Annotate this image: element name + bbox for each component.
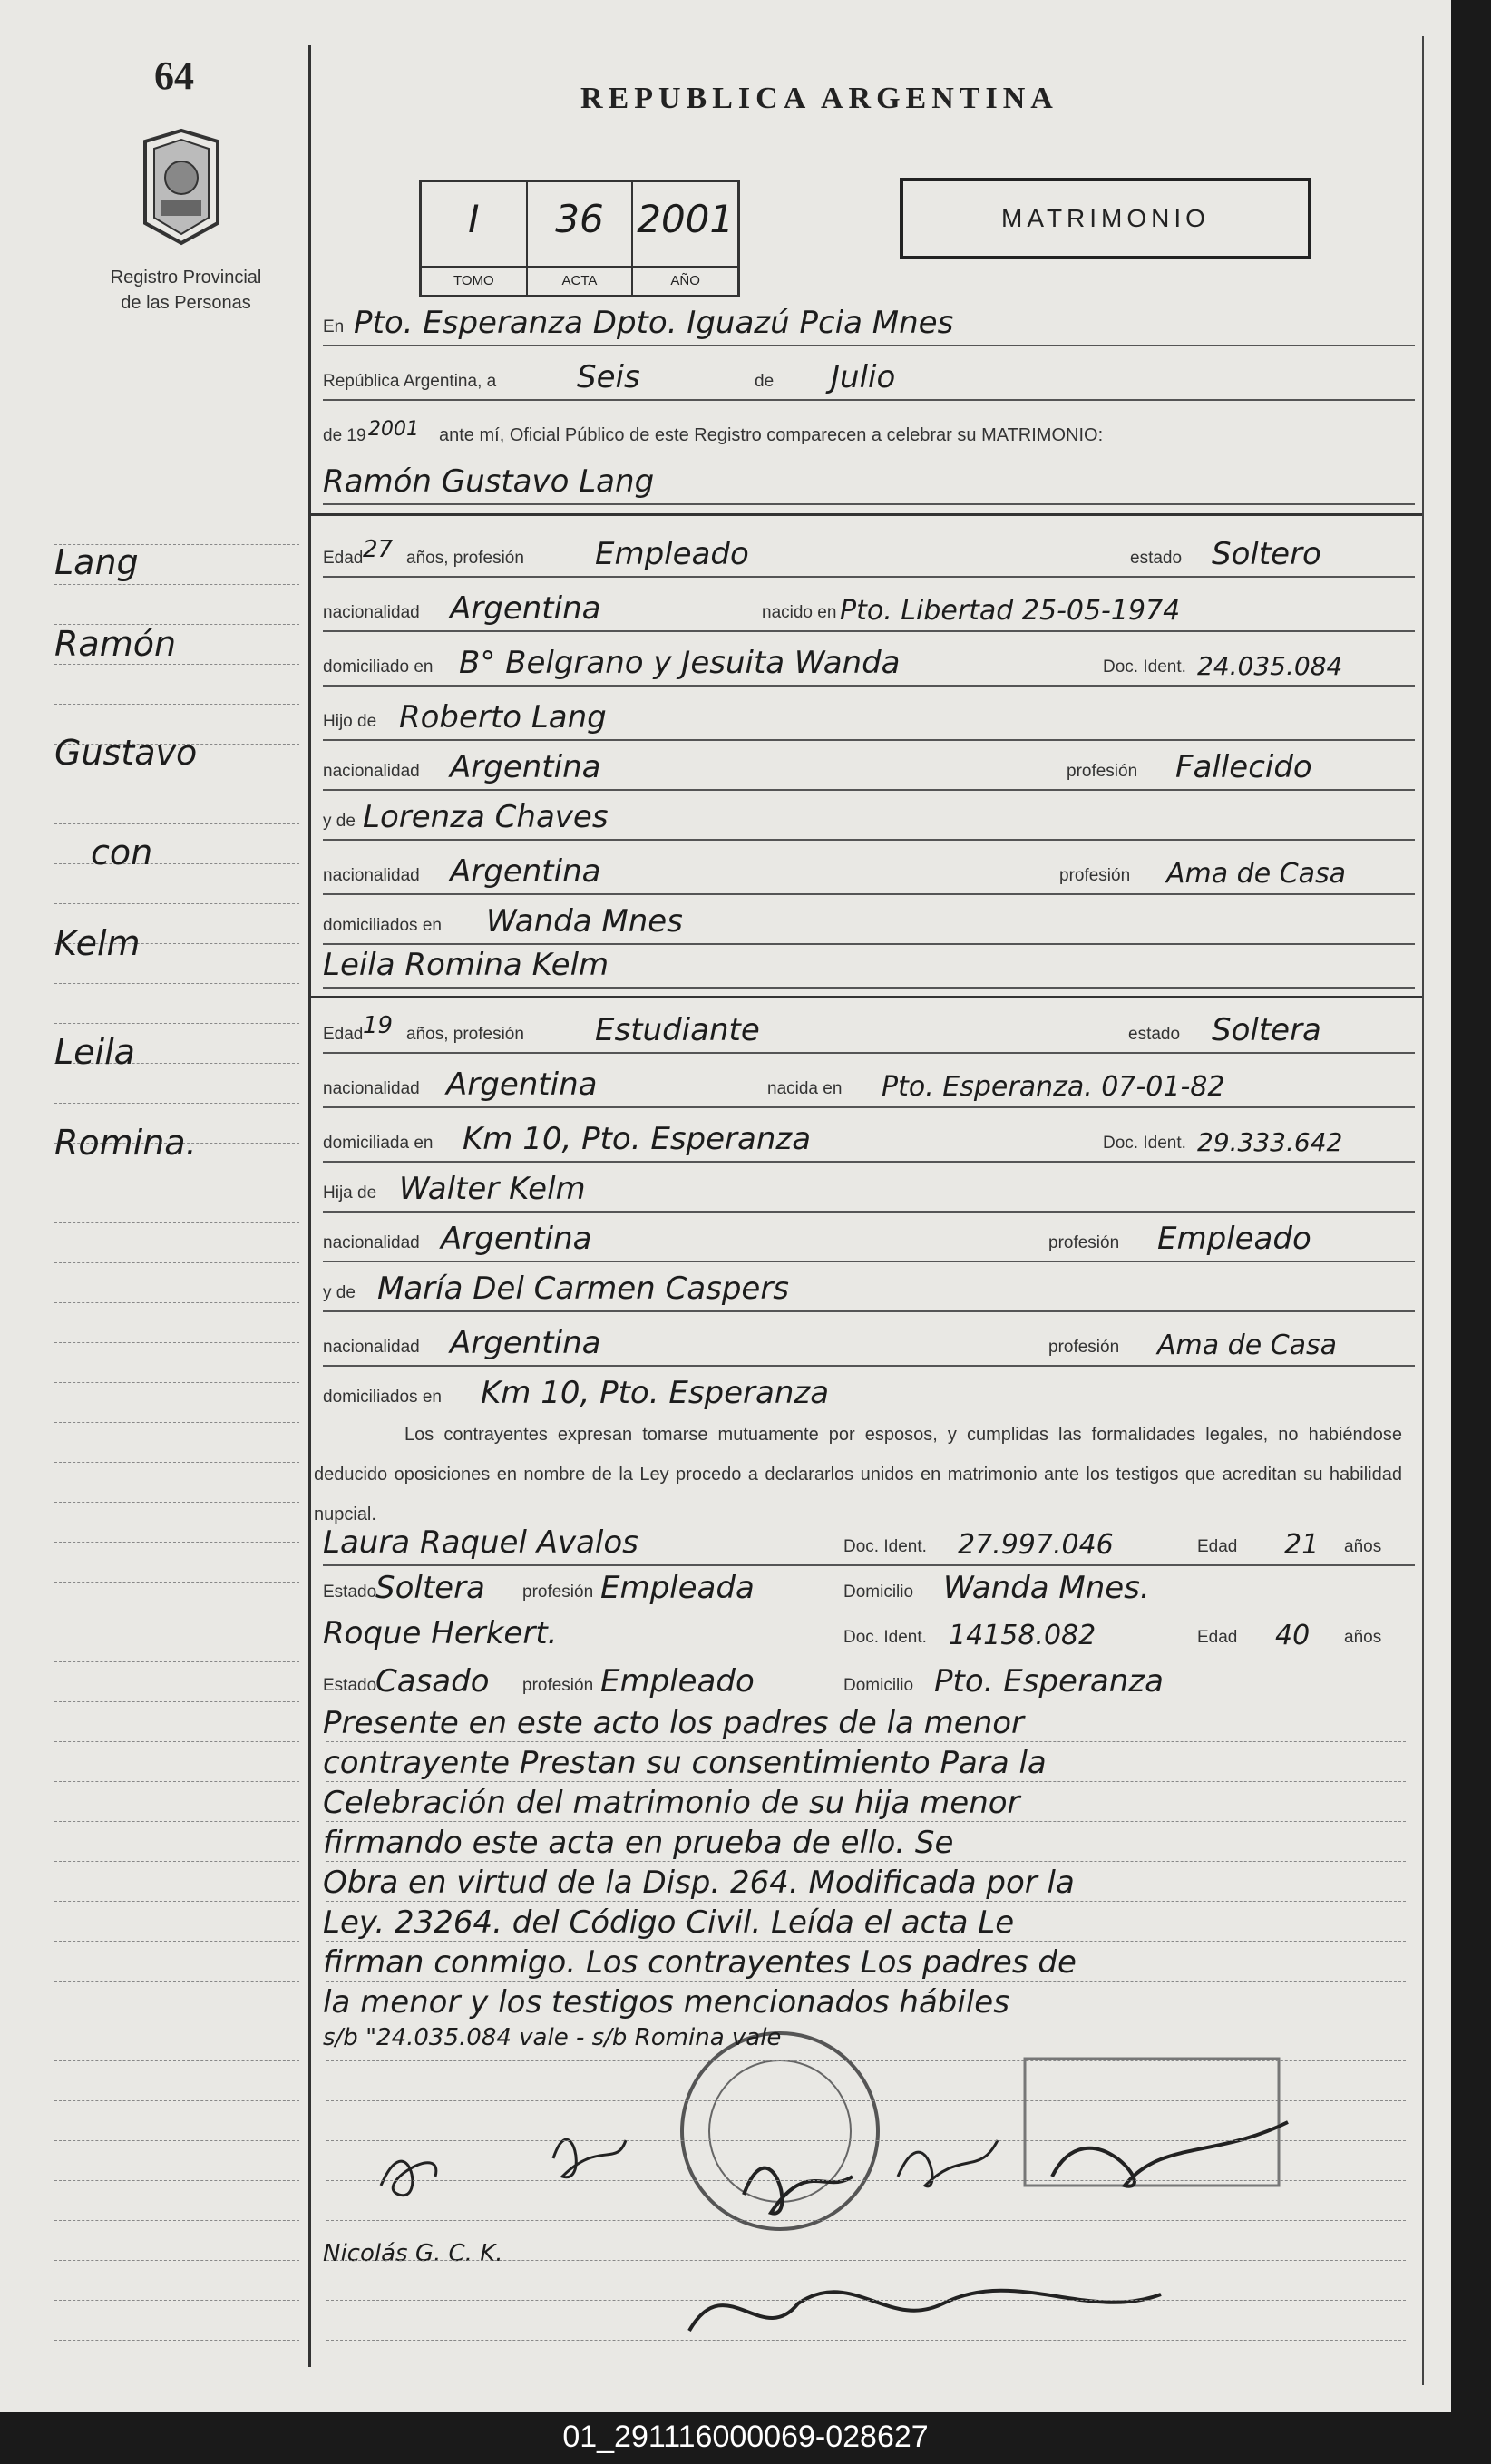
registry-label <box>82 265 290 316</box>
margin-name: con <box>91 833 153 872</box>
ano-label: AÑO <box>633 266 737 295</box>
row-novia-padre-nac <box>323 1221 1415 1262</box>
novia-padre-prof: Empleado <box>1157 1221 1311 1257</box>
margin-ruled-line <box>54 2180 299 2182</box>
doc-label: Doc. Ident. <box>843 1537 927 1556</box>
margin-ruled-line <box>54 2220 299 2222</box>
signatures <box>345 2086 1415 2367</box>
domicilio-label: Domicilio <box>843 1583 914 1602</box>
doc-label: Doc. Ident. <box>843 1628 927 1647</box>
row-novio-nacimiento <box>323 590 1415 632</box>
nacionalidad-label: nacionalidad <box>323 866 420 885</box>
margin-name: Kelm <box>54 923 141 963</box>
row-novia-dom-padres <box>323 1375 1415 1415</box>
record-type-box: MATRIMONIO <box>900 178 1311 259</box>
margin-ruled-line <box>54 2060 299 2062</box>
profesion-label: profesión <box>1048 1233 1120 1252</box>
margin-ruled-line <box>54 1262 299 1264</box>
margin-ruled-line <box>54 1781 299 1783</box>
mes-value: Julio <box>831 359 896 395</box>
novio-madre: Lorenza Chaves <box>363 799 609 835</box>
nacionalidad-label: nacionalidad <box>323 1233 420 1252</box>
margin-ruled-line <box>54 1622 299 1623</box>
note-rule <box>326 1901 1406 1903</box>
hijo-label: Hijo de <box>323 712 377 731</box>
year-prefix: de 19 <box>323 426 366 445</box>
acta-box <box>419 180 740 297</box>
row-novia-madre <box>323 1271 1415 1312</box>
tomo-value: I <box>468 197 480 241</box>
right-rule <box>1422 36 1424 2385</box>
separator-2 <box>310 996 1422 998</box>
edad-label: Edad <box>323 1025 364 1044</box>
note-rule <box>326 1741 1406 1743</box>
note-rule <box>326 2180 1406 2182</box>
testigo2-nombre: Roque Herkert. <box>323 1615 558 1651</box>
margin-ruled-line <box>54 1542 299 1544</box>
hija-label: Hija de <box>323 1183 377 1203</box>
margin-name: Ramón <box>54 624 177 664</box>
margin-ruled-line <box>54 2300 299 2302</box>
domicilio-label: Domicilio <box>843 1676 914 1695</box>
note-rule <box>326 1941 1406 1943</box>
y-de-label: y de <box>323 1283 356 1302</box>
edad-label: Edad <box>323 549 364 568</box>
note-line: Celebración del matrimonio de su hija menor <box>323 1785 1020 1821</box>
novia-domicilio: Km 10, Pto. Esperanza <box>463 1121 812 1157</box>
margin-ruled-line <box>54 704 299 706</box>
testigo2-doc: 14158.082 <box>949 1620 1096 1651</box>
testigo1-nombre: Laura Raquel Avalos <box>323 1524 638 1561</box>
ano-cell <box>633 182 737 295</box>
domiciliada-label: domiciliada en <box>323 1134 434 1153</box>
misiones-seal-icon <box>127 123 236 250</box>
testigo1-doc: 27.997.046 <box>958 1529 1114 1561</box>
note-line: Obra en virtud de la Disp. 264. Modificada por la <box>323 1865 1075 1901</box>
novio-doc: 24.035.084 <box>1197 651 1343 681</box>
margin-ruled-line <box>54 2140 299 2142</box>
note-rule <box>326 2140 1406 2142</box>
margin-name: Gustavo <box>54 733 198 773</box>
row-novio-padre <box>323 699 1415 741</box>
de-label: de <box>755 372 775 391</box>
margin-name: Leila <box>54 1032 135 1072</box>
header-text: ante mí, Oficial Público de este Registro comparecen a celebrar su MATRIMONIO: <box>439 425 1104 445</box>
testigo1-estado: Soltera <box>375 1570 485 1606</box>
folio-number: 64 <box>154 54 194 98</box>
republica-label: República Argentina, a <box>323 372 497 391</box>
domiciliados-label: domiciliados en <box>323 916 442 935</box>
testigo2-edad: 40 <box>1275 1620 1311 1651</box>
nacido-label: nacido en <box>762 603 837 622</box>
margin-ruled-line <box>54 1701 299 1703</box>
novio-padre: Roberto Lang <box>399 699 607 735</box>
novia-profesion: Estudiante <box>595 1012 760 1048</box>
note-rule <box>326 1861 1406 1863</box>
anos-profesion-label: años, profesión <box>406 1025 524 1044</box>
profesion-label: profesión <box>522 1583 594 1602</box>
profesion-label: profesión <box>1059 866 1131 885</box>
acta-cell <box>528 182 634 295</box>
novia-madre: María Del Carmen Caspers <box>377 1271 790 1307</box>
footer-id: 01_291116000069-028627 <box>562 2420 929 2454</box>
estado-label: estado <box>1130 549 1183 568</box>
anos-label: años <box>1344 1537 1382 1556</box>
row-novio-madre-nac <box>323 853 1415 895</box>
profesion-label: profesión <box>1048 1338 1120 1357</box>
profesion-label: profesión <box>1067 762 1138 781</box>
novio-profesion: Empleado <box>595 536 749 572</box>
contrayente1-name: Ramón Gustavo Lang <box>323 463 655 500</box>
margin-ruled-line <box>54 1582 299 1583</box>
novia-domicilio-padres: Km 10, Pto. Esperanza <box>481 1375 830 1411</box>
row-novia-domicilio <box>323 1121 1415 1163</box>
testigo1-domicilio: Wanda Mnes. <box>943 1570 1150 1606</box>
separator-1 <box>310 513 1422 516</box>
margin-ruled-line <box>54 1222 299 1224</box>
acta-label: ACTA <box>528 266 632 295</box>
estado-label: estado <box>1128 1025 1181 1044</box>
note-rule <box>326 1821 1406 1823</box>
novio-domicilio: B° Belgrano y Jesuita Wanda <box>459 645 901 681</box>
margin-rule <box>308 45 311 2367</box>
testigo2-estado: Casado <box>375 1663 490 1699</box>
tomo-cell <box>422 182 528 295</box>
domiciliados-label: domiciliados en <box>323 1388 442 1407</box>
doc-label: Doc. Ident. <box>1103 1134 1186 1153</box>
margin-ruled-line <box>54 1422 299 1424</box>
testigo2-profesion: Empleado <box>600 1663 755 1699</box>
nacionalidad-label: nacionalidad <box>323 1079 420 1098</box>
doc-label: Doc. Ident. <box>1103 657 1186 677</box>
testigo1-edad: 21 <box>1284 1529 1320 1561</box>
margin-ruled-line <box>54 2100 299 2102</box>
nacionalidad-label: nacionalidad <box>323 1338 420 1357</box>
novio-nacionalidad: Argentina <box>450 590 601 627</box>
page-title: REPUBLICA ARGENTINA <box>580 82 1058 115</box>
nacida-label: nacida en <box>767 1079 843 1098</box>
margin-ruled-line <box>54 1302 299 1304</box>
novio-madre-prof: Ama de Casa <box>1166 858 1347 890</box>
row-novia-padre <box>323 1171 1415 1213</box>
profesion-label: profesión <box>522 1676 594 1695</box>
margin-ruled-line <box>54 2260 299 2262</box>
novia-padre: Walter Kelm <box>399 1171 586 1207</box>
margin-ruled-line <box>54 1183 299 1184</box>
estado-cap-label: Estado <box>323 1676 377 1695</box>
row-novio-domicilio <box>323 645 1415 687</box>
row-contrayente2 <box>323 947 1415 989</box>
left-margin-column <box>0 0 308 2412</box>
novia-nacida: Pto. Esperanza. 07-01-82 <box>882 1071 1225 1103</box>
signature-5 <box>1052 2122 1288 2186</box>
signature-6 <box>689 2291 1161 2331</box>
margin-name: Lang <box>54 542 139 582</box>
novia-estado: Soltera <box>1212 1012 1321 1048</box>
row-testigo2-datos <box>323 1663 1415 1703</box>
margin-name: Romina. <box>54 1123 197 1163</box>
margin-ruled-line <box>54 1502 299 1504</box>
margin-ruled-line <box>54 584 299 586</box>
margin-ruled-line <box>54 823 299 825</box>
estado-cap-label: Estado <box>323 1583 377 1602</box>
nacionalidad-label: nacionalidad <box>323 762 420 781</box>
note-rule <box>326 2260 1406 2262</box>
edad-label: Edad <box>1197 1628 1238 1647</box>
acta-value: 36 <box>555 197 604 241</box>
note-rule <box>326 2340 1406 2342</box>
row-testigo2-nombre <box>323 1615 1415 1655</box>
novia-madre-prof: Ama de Casa <box>1157 1329 1338 1361</box>
novia-edad: 19 <box>363 1012 394 1039</box>
domiciliado-label: domiciliado en <box>323 657 434 677</box>
note-line: Ley. 23264. del Código Civil. Leída el acta Le <box>323 1904 1015 1941</box>
row-novia-nacimiento <box>323 1066 1415 1108</box>
signature-1 <box>381 2161 436 2196</box>
note-line: firmando este acta en prueba de ello. Se <box>323 1825 954 1861</box>
novia-madre-nac: Argentina <box>450 1325 601 1361</box>
row-novio-edad <box>323 536 1415 578</box>
row-testigo1-nombre <box>323 1524 1415 1566</box>
dia-value: Seis <box>577 359 640 395</box>
row-novia-edad <box>323 1012 1415 1054</box>
novio-domicilio-padres: Wanda Mnes <box>486 903 683 940</box>
novia-padre-nac: Argentina <box>441 1221 592 1257</box>
novio-padre-nac: Argentina <box>450 749 601 785</box>
margin-ruled-line <box>54 1861 299 1863</box>
ano-value: 2001 <box>637 197 735 241</box>
novio-edad: 27 <box>363 536 394 563</box>
note-line: Presente en este acto los padres de la menor <box>323 1705 1025 1741</box>
anos-profesion-label: años, profesión <box>406 549 524 568</box>
y-de-label: y de <box>323 812 356 831</box>
signature-2 <box>553 2139 626 2177</box>
edad-label: Edad <box>1197 1537 1238 1556</box>
anio-value: 2001 <box>368 418 419 441</box>
margin-ruled-line <box>54 664 299 666</box>
margin-ruled-line <box>54 1342 299 1344</box>
contrayente2-name: Leila Romina Kelm <box>323 947 609 983</box>
note-line: contrayente Prestan su consentimiento Para la <box>323 1745 1047 1781</box>
margin-ruled-line <box>54 1023 299 1025</box>
row-contrayente1 <box>323 463 1415 505</box>
margin-ruled-line <box>54 1462 299 1464</box>
lugar-value: Pto. Esperanza Dpto. Iguazú Pcia Mnes <box>354 305 954 341</box>
note-line: la menor y los testigos mencionados hábiles <box>323 1984 1009 2021</box>
novio-padre-prof: Fallecido <box>1175 749 1312 785</box>
margin-ruled-line <box>54 1821 299 1823</box>
row-lugar <box>323 305 1415 346</box>
margin-ruled-line <box>54 1103 299 1105</box>
margin-ruled-line <box>54 983 299 985</box>
margin-ruled-line <box>54 1741 299 1743</box>
note-rule <box>326 1981 1406 1982</box>
tomo-label: TOMO <box>422 266 526 295</box>
note-rule <box>326 2021 1406 2022</box>
registry-line-2: de las Personas <box>121 293 251 313</box>
testigo2-domicilio: Pto. Esperanza <box>934 1663 1164 1699</box>
margin-ruled-line <box>54 903 299 905</box>
margin-ruled-line <box>54 784 299 785</box>
row-novia-madre-nac <box>323 1325 1415 1367</box>
margin-ruled-line <box>54 2340 299 2342</box>
note-rule <box>326 2220 1406 2222</box>
declaracion-text: Los contrayentes expresan tomarse mutuamente por esposos, y cumplidas las formalidades legales, no habiéndose deducido oposiciones en nombre de la Ley procedo a declararlos unidos en matrimonio ante los testigos que acreditan su habilidad nupcial. <box>314 1425 1402 1524</box>
margin-ruled-line <box>54 1901 299 1903</box>
margin-ruled-line <box>54 1981 299 1982</box>
note-rule <box>326 2100 1406 2102</box>
note-rule <box>326 1781 1406 1783</box>
note-line: s/b "24.035.084 vale - s/b Romina vale <box>323 2024 782 2051</box>
margin-ruled-line <box>54 1661 299 1663</box>
oficial-initials: Nicolás G. C. K. <box>323 2240 503 2267</box>
row-novio-padre-nac <box>323 749 1415 791</box>
margin-ruled-line <box>54 1382 299 1384</box>
novio-nacido: Pto. Libertad 25-05-1974 <box>840 595 1181 627</box>
note-line: firman conmigo. Los contrayentes Los padres de <box>323 1944 1077 1981</box>
novia-doc: 29.333.642 <box>1197 1127 1343 1157</box>
note-rule <box>326 2060 1406 2062</box>
en-label: En <box>323 317 345 336</box>
row-novio-dom-padres <box>323 903 1415 945</box>
novio-estado: Soltero <box>1212 536 1321 572</box>
row-anio <box>323 417 1415 453</box>
row-novio-madre <box>323 799 1415 841</box>
row-testigo1-datos <box>323 1570 1415 1610</box>
signature-3 <box>744 2168 853 2214</box>
row-fecha <box>323 359 1415 401</box>
registry-line-1: Registro Provincial <box>110 268 262 287</box>
note-rule <box>326 2300 1406 2302</box>
margin-ruled-line <box>54 2021 299 2022</box>
anos-label: años <box>1344 1628 1382 1647</box>
testigo1-profesion: Empleada <box>600 1570 755 1606</box>
novia-nacionalidad: Argentina <box>446 1066 598 1103</box>
nacionalidad-label: nacionalidad <box>323 603 420 622</box>
novio-madre-nac: Argentina <box>450 853 601 890</box>
margin-ruled-line <box>54 1941 299 1943</box>
